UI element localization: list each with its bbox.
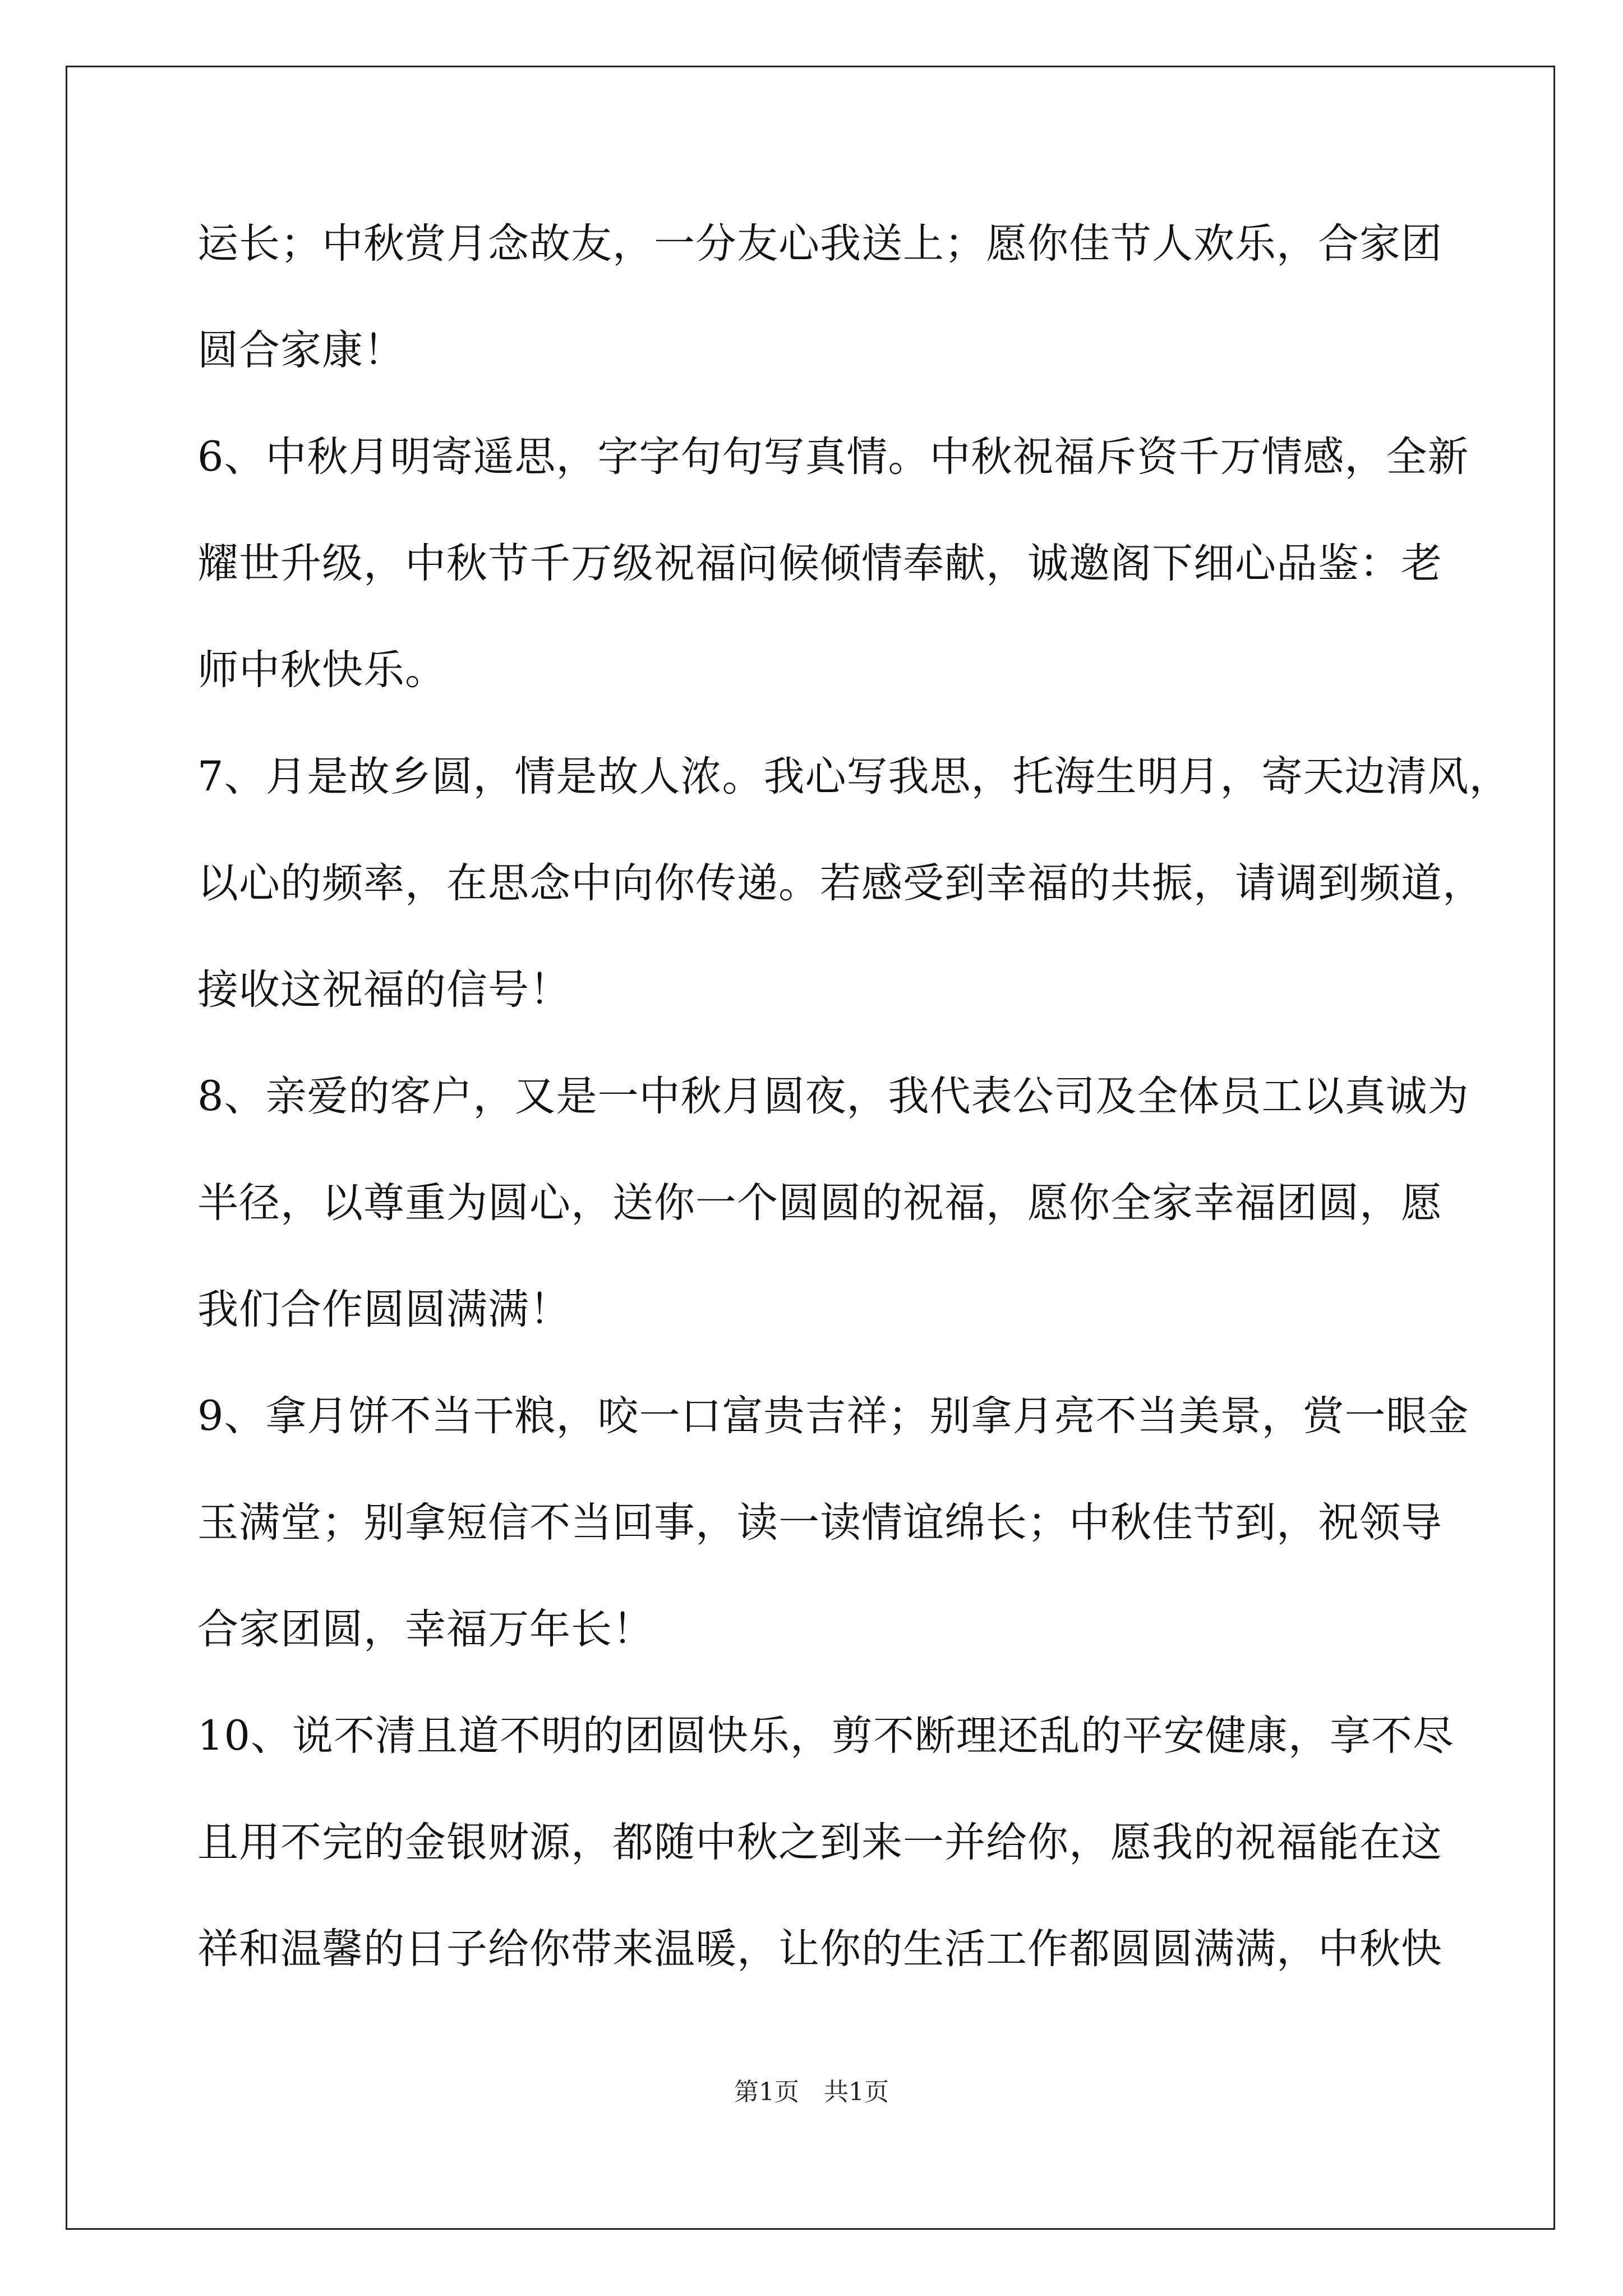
text-line: 7、月是故乡圆，情是故人浓。我心写我思，托海生明月，寄天边清风， [197, 753, 1511, 800]
text-line: 玉满堂；别拿短信不当回事，读一读情谊绵长；中秋佳节到，祝领导 [197, 1499, 1442, 1547]
text-line: 圆合家康！ [197, 326, 405, 374]
text-line: 且用不完的金银财源，都随中秋之到来一并给你，愿我的祝福能在这 [197, 1819, 1442, 1866]
text-line: 祥和温馨的日子给你带来温暖，让你的生活工作都圆圆满满，中秋快 [197, 1925, 1442, 1973]
text-line: 8、亲爱的客户，又是一中秋月圆夜，我代表公司及全体员工以真诚为 [197, 1073, 1469, 1120]
text-line: 我们合作圆圆满满！ [197, 1286, 571, 1333]
document-body [197, 213, 1511, 2025]
text-line: 耀世升级，中秋节千万级祝福问候倾情奉献，诚邀阁下细心品鉴：老 [197, 540, 1442, 587]
text-line: 6、中秋月明寄遥思，字字句句写真情。中秋祝福斥资千万情感，全新 [197, 433, 1469, 481]
text-line: 9、拿月饼不当干粮，咬一口富贵吉祥；别拿月亮不当美景，赏一眼金 [197, 1392, 1469, 1440]
text-line: 运长；中秋赏月念故友，一分友心我送上；愿你佳节人欢乐，合家团 [197, 220, 1442, 268]
text-line: 半径，以尊重为圆心，送你一个圆圆的祝福，愿你全家幸福团圆，愿 [197, 1179, 1442, 1227]
text-line: 10、说不清且道不明的团圆快乐，剪不断理还乱的平安健康，享不尽 [197, 1712, 1454, 1760]
page-number-footer: 第1页 共1页 [734, 2078, 889, 2106]
text-line: 以心的频率，在思念中向你传递。若感受到幸福的共振，请调到频道， [197, 859, 1484, 907]
text-line: 师中秋快乐。 [197, 646, 446, 694]
text-line: 接收这祝福的信号！ [197, 966, 571, 1014]
text-line: 合家团圆，幸福万年长！ [197, 1605, 654, 1653]
